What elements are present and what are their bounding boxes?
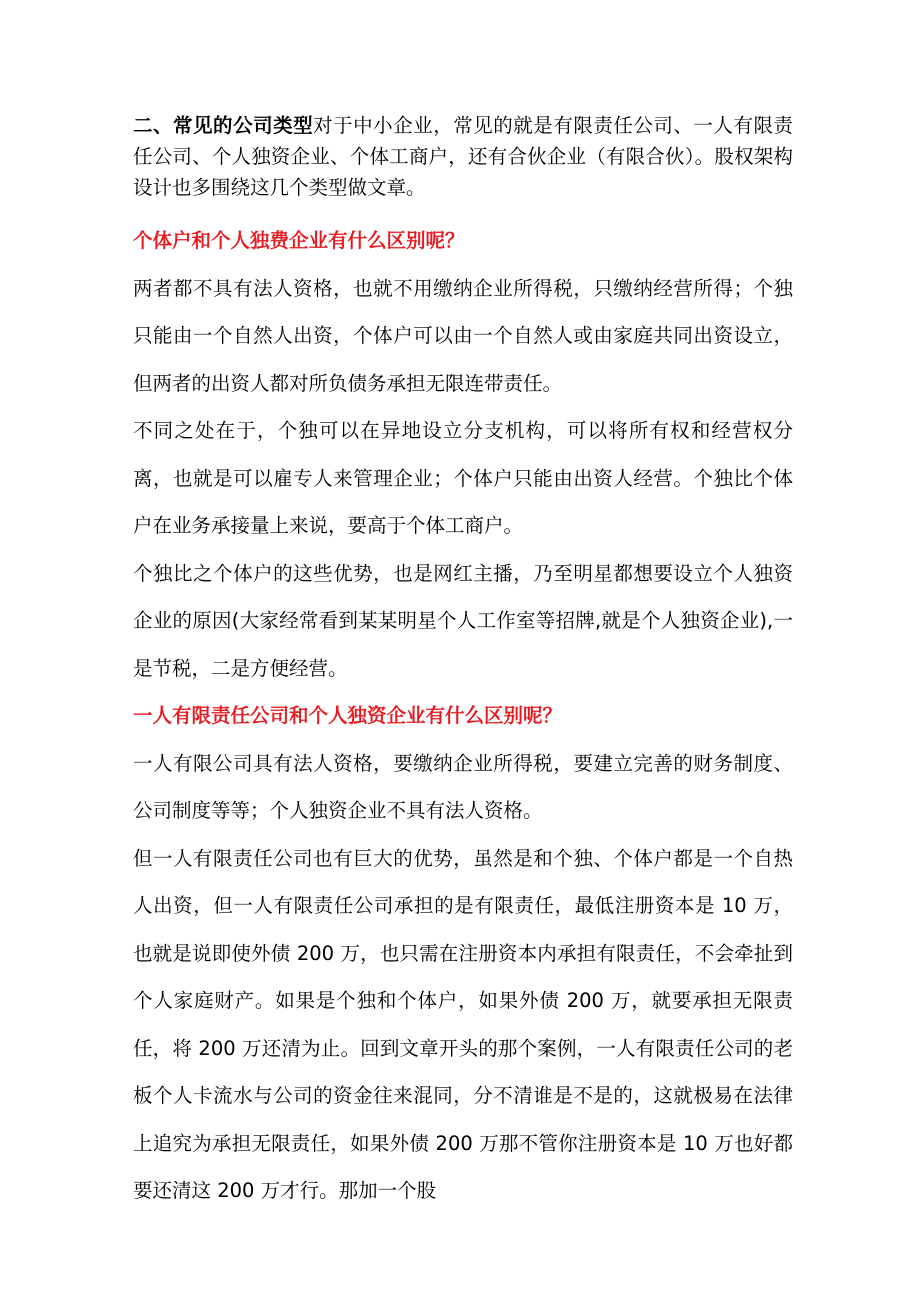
section2-paragraph-1: 一人有限公司具有法人资格，要缴纳企业所得税，要建立完善的财务制度、公司制度等等；个人独资企业不具有法人资格。 bbox=[133, 751, 793, 822]
section2-heading: 一人有限责任公司和个人独资企业有什么区别呢？ bbox=[133, 704, 563, 727]
intro-lead: 二、常见的公司类型 bbox=[133, 114, 314, 137]
section2-paragraph-2: 但一人有限责任公司也有巨大的优势，虽然是和个独、个体户都是一个自热人出资，但一人有限责任公司承担的是有限责任，最低注册资本是 10 万，也就是说即使外债 200 万，也只需在注册资本内承担有限责任，不会牵扯到个人家庭财产。如果是个独和个体户，如果外债 200 万，就要承担无限责任，将 200 万还清为止。回到文章开头的那个案例，一人有限责任公司的老板个人卡流水与公司的资金往来混同，分不清谁是不是的，这就极易在法律上追究为承担无限责任，如果外债 200 万那不管你注册资本是 10 万也好都要还清这 200 万才行。那加一个股 bbox=[133, 846, 793, 1202]
document-body bbox=[133, 110, 793, 1215]
section1-paragraph-1: 两者都不具有法人资格，也就不用缴纳企业所得税，只缴纳经营所得；个独只能由一个自然人出资，个体户可以由一个自然人或由家庭共同出资设立，但两者的出资人都对所负债务承担无限连带责任。 bbox=[133, 276, 793, 395]
intro-text: 对于中小企业，常见的就是有限责任公司、一人有限责任公司、个人独资企业、个体工商户，还有合伙企业（有限合伙）。股权架构设计也多围绕这几个类型做文章。 bbox=[133, 114, 793, 199]
section1-paragraph-2: 不同之处在于，个独可以在异地设立分支机构，可以将所有权和经营权分离，也就是可以雇专人来管理企业；个体户只能由出资人经营。个独比个体户在业务承接量上来说，要高于个体工商户。 bbox=[133, 419, 793, 537]
section1-paragraph-3: 个独比之个体户的这些优势，也是网红主播，乃至明星都想要设立个人独资企业的原因(大家经常看到某某明星个人工作室等招牌,就是个人独资企业),一是节税，二是方便经营。 bbox=[133, 561, 793, 680]
intro-paragraph bbox=[133, 110, 793, 203]
section1-heading: 个体户和个人独费企业有什么区别呢？ bbox=[133, 229, 465, 252]
